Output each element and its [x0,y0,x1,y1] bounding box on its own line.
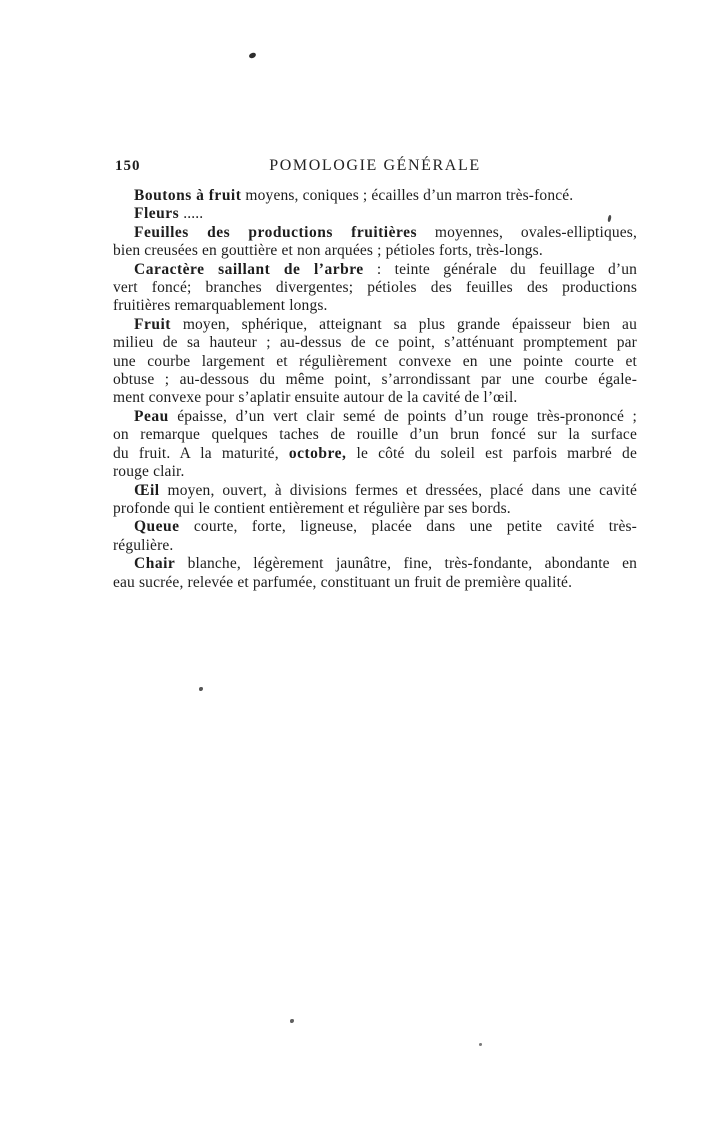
text-segment: rouge clair. [113,463,185,481]
text-line [113,463,637,481]
bold-term: Œil [134,481,160,499]
bold-term: octobre, [288,444,347,462]
text-segment: moyens, coniques ; écailles d’un marron très-foncé. [241,187,574,204]
bold-term: Peau [134,407,169,425]
text-line [113,279,637,297]
paragraph [113,205,637,223]
scan-speck [290,1019,294,1023]
paragraph [113,408,637,482]
paragraph [113,518,637,555]
text-segment: du fruit. A la maturité, [113,444,289,462]
page-body [113,187,637,592]
text-segment: épaisse, d’un vert clair semé de points d’un rouge très-prononcé ; [168,407,637,425]
text-segment: on remarque quelques taches de rouille d’un brun foncé sur la surface [113,426,637,444]
text-line [113,205,637,223]
text-line [113,261,637,279]
text-segment: ..... [179,205,204,223]
text-segment: moyen, ouvert, à divisions fermes et dressées, placé dans une cavité [159,481,637,499]
text-segment: milieu de sa hauteur ; au-dessus de ce point, s’atténuant promptement par [113,334,637,352]
text-segment: eau sucrée, relevée et parfumée, constituant un fruit de première qualité. [113,573,573,591]
text-segment: vert foncé; branches divergentes; pétioles des feuilles des productions [113,279,637,297]
text-segment: moyennes, ovales-elliptiques, [416,223,637,241]
bold-term: Feuilles des productions fruitières [134,223,417,241]
bold-term: Fleurs [134,205,180,223]
page-number: 150 [115,158,141,174]
text-segment: le côté du soleil est parfois marbré de [346,444,637,462]
text-line [113,353,637,371]
bold-term: Fruit [134,315,171,333]
text-line [113,537,637,555]
text-line [113,334,637,352]
text-segment: bien creusées en gouttière et non arquées ; pétioles forts, très-longs. [113,242,543,260]
text-segment: ment convexe pour s’aplatir ensuite autour de la cavité de l’œil. [113,389,518,407]
text-segment: courte, forte, ligneuse, placée dans une petite cavité très- [179,518,637,536]
paragraph [113,555,637,592]
text-line [113,187,637,205]
scan-speck [199,687,203,691]
text-line [113,316,637,334]
text-line [113,518,637,536]
text-line [113,408,637,426]
text-segment: une courbe largement et régulièrement convexe en une pointe courte et [113,352,637,370]
text-segment: fruitières remarquablement longs. [113,297,328,315]
text-segment: : teinte générale du feuillage d’un [363,260,637,278]
text-line [113,371,637,389]
scan-speck [248,52,256,59]
text-line [113,426,637,444]
running-title: POMOLOGIE GÉNÉRALE [269,157,481,174]
text-segment: moyen, sphérique, atteignant sa plus grande épaisseur bien au [170,315,637,333]
text-line [113,482,637,500]
paragraph [113,187,637,205]
page-header [113,157,637,177]
scan-speck [479,1043,482,1046]
text-segment: blanche, légèrement jaunâtre, fine, très-fondante, abondante en [175,555,637,573]
text-line [113,389,637,407]
paragraph [113,316,637,408]
text-line [113,242,637,260]
text-segment: obtuse ; au-dessous du même point, s’arrondissant par une courbe égale- [113,371,637,389]
paragraph [113,261,637,316]
text-line [113,574,637,592]
paragraph [113,482,637,519]
bold-term: Boutons à fruit [134,187,242,204]
text-line [113,500,637,518]
text-segment: régulière. [113,536,174,554]
bold-term: Queue [134,518,180,536]
text-line [113,224,637,242]
paragraph [113,224,637,261]
bold-term: Caractère saillant de l’arbre [134,260,364,278]
text-line [113,445,637,463]
text-segment: profonde qui le contient entièrement et régulière par ses bords. [113,499,511,517]
bold-term: Chair [134,555,176,573]
text-line [113,297,637,315]
text-line [113,555,637,573]
